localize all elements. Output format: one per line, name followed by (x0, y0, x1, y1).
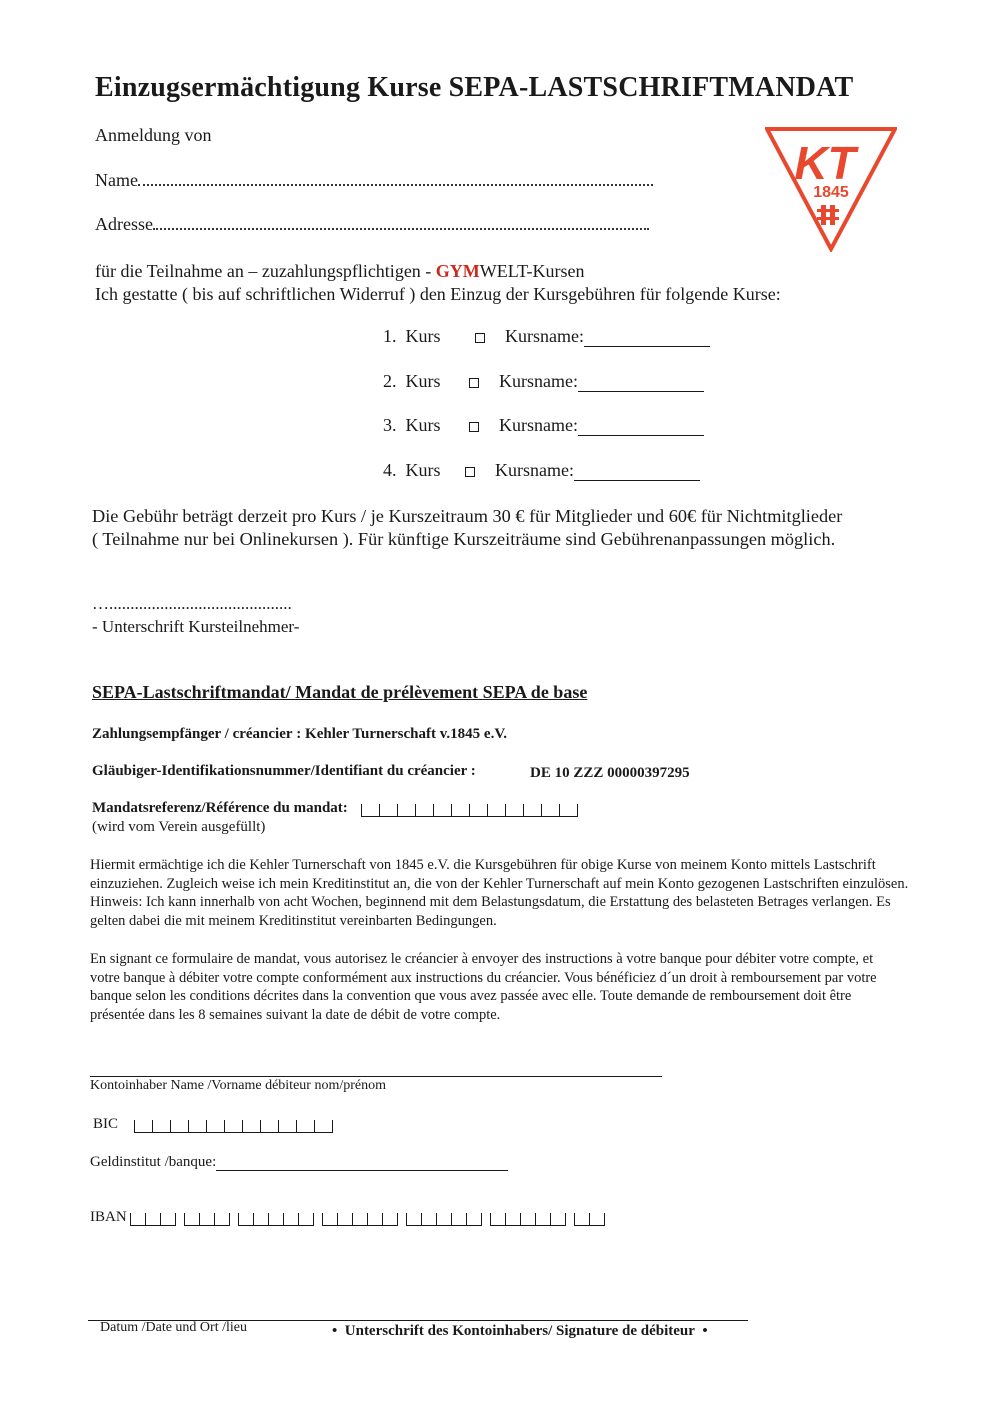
course-checkbox[interactable] (469, 422, 479, 432)
mandate-text-german: Hiermit ermächtige ich die Kehler Turnerschaft von 1845 e.V. die Kursgebühren für obige Kurse von meinem Konto mittels Lastschrift einzuziehen. Zugleich weise ich mein Kreditinstitut an, die von der Kehler Turnerschaft auf mein Konto gezogenen Lastschriften einzulösen. Hinweis: Ich kann innerhalb von acht Wochen, beginnend mit dem Belastungsdatum, die Erstattung des belasteten Betrages verlangen. Es gelten dabei die mit meinem Kreditinstitut vereinbarten Bedingungen. (90, 857, 909, 929)
permission-text: Ich gestatte ( bis auf schriftlichen Widerruf ) den Einzug der Kursgebühren für folgende Kurse: (95, 284, 781, 304)
address-dotted-line (153, 214, 649, 230)
iban-boxes[interactable] (130, 1209, 605, 1225)
course-name-line[interactable] (574, 462, 700, 481)
holder-signature-label: Unterschrift des Kontoinhabers/ Signature de débiteur (344, 1323, 695, 1339)
participation-text: für die Teilnahme an – zuzahlungspflichtigen - GYMWELT-Kursen (95, 261, 585, 281)
document-title: Einzugsermächtigung Kurse SEPA-LASTSCHRIFTMANDAT (95, 72, 854, 103)
address-field[interactable] (95, 214, 649, 235)
mandate-text-french: En signant ce formulaire de mandat, vous autorisez le créancier à envoyer des instructions à votre banque pour débiter votre compte, et votre banque à débiter votre compte conformément aux instructions du créancier. Vous bénéficiez d´un droit à remboursement par votre banque selon les conditions décrites dans la convention que vous avez passée avec elle. Toute demande de remboursement doit être présentée dans les 8 semaines suivant la date de débit de votre compte. (90, 951, 877, 1023)
iban-row (90, 1209, 605, 1226)
date-place-label: Datum /Date und Ort /lieu (100, 1320, 247, 1335)
course-row: 3. Kurs Kursname: (383, 415, 704, 436)
bic-label: BIC (93, 1116, 119, 1132)
participant-signature-label: - Unterschrift Kursteilnehmer- (92, 617, 300, 636)
course-row: 1. Kurs Kursname: (383, 326, 710, 347)
footer-signature-row (332, 1323, 708, 1340)
bank-label: Geldinstitut /banque: (90, 1154, 217, 1170)
logo-letters: KT (794, 137, 856, 189)
mandate-ref-note: (wird vom Verein ausgefüllt) (92, 819, 266, 835)
fee-line-2: ( Teilnahme nur bei Onlinekursen ). Für künftige Kurszeiträume sind Gebührenanpassungen möglich. (92, 529, 836, 549)
bank-row (90, 1154, 508, 1171)
kt-1845-logo (765, 127, 897, 252)
bullet-icon: • (702, 1323, 708, 1339)
course-checkbox[interactable] (475, 333, 485, 343)
mandate-ref-boxes[interactable] (361, 800, 578, 816)
turner-cross-icon (817, 205, 839, 225)
course-name-line[interactable] (578, 373, 704, 392)
gym-highlight: GYM (435, 261, 480, 281)
holder-signature-rule[interactable] (90, 1076, 662, 1077)
payee-row (92, 726, 507, 743)
bic-row (93, 1116, 333, 1133)
mandate-ref-label: Mandatsreferenz/Référence du mandat: (92, 800, 348, 816)
address-label: Adresse (95, 214, 153, 234)
registration-label: Anmeldung von (95, 125, 212, 145)
course-name-line[interactable] (578, 417, 704, 436)
account-holder-label: Kontoinhaber Name /Vorname débiteur nom/prénom (90, 1078, 386, 1093)
course-row: 2. Kurs Kursname: (383, 371, 704, 392)
course-name-line[interactable] (584, 328, 710, 347)
course-checkbox[interactable] (469, 378, 479, 388)
participant-signature-line[interactable]: …........................................... (92, 594, 292, 613)
payee-value: : Kehler Turnerschaft v.1845 e.V. (296, 726, 507, 742)
creditor-id-label: Gläubiger-Identifikationsnummer/Identifiant du créancier : (92, 763, 476, 779)
bic-boxes[interactable] (134, 1116, 333, 1132)
mandate-ref-row (92, 800, 578, 817)
name-label: Name (95, 170, 138, 190)
creditor-id-value: DE 10 ZZZ 00000397295 (530, 765, 690, 781)
bank-input-line[interactable] (216, 1154, 508, 1171)
name-field[interactable] (95, 170, 653, 191)
course-row: 4. Kurs Kursname: (383, 460, 700, 481)
iban-label: IBAN (90, 1209, 127, 1225)
logo-year: 1845 (813, 184, 849, 201)
fee-line-1: Die Gebühr beträgt derzeit pro Kurs / je Kurszeitraum 30 € für Mitglieder und 60€ für Nichtmitglieder (92, 506, 843, 526)
welt-highlight: WELT-Kursen (479, 261, 585, 281)
payee-label: Zahlungsempfänger / créancier (92, 726, 293, 742)
sepa-heading: SEPA-Lastschriftmandat/ Mandat de prélèvement SEPA de base (92, 682, 588, 702)
name-dotted-line (138, 170, 653, 186)
course-checkbox[interactable] (465, 467, 475, 477)
bullet-icon: • (332, 1323, 338, 1339)
